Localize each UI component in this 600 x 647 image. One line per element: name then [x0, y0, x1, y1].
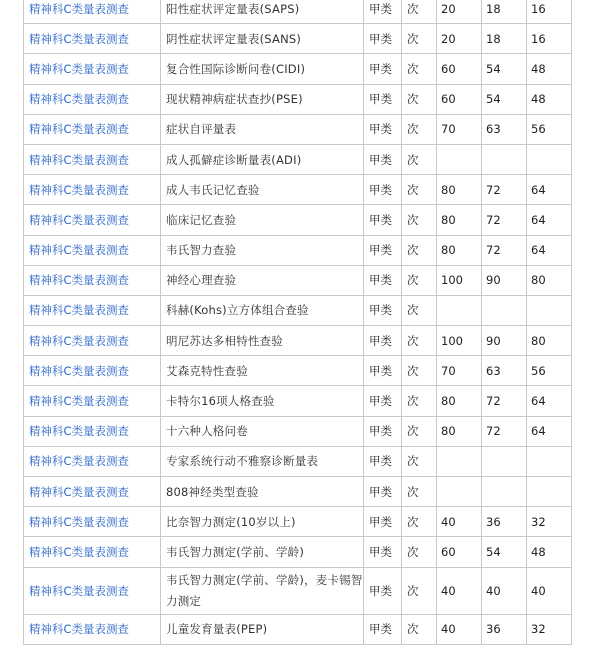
item-type: 甲类 — [364, 24, 402, 54]
item-unit: 次 — [402, 507, 437, 537]
table-row — [24, 537, 572, 567]
price-level-3: 56 — [527, 356, 572, 386]
price-level-2: 54 — [482, 54, 527, 84]
item-unit: 次 — [402, 24, 437, 54]
category-link[interactable]: 精神科C类量表测查 — [24, 416, 161, 446]
table-row — [24, 54, 572, 84]
price-level-3: 64 — [527, 416, 572, 446]
price-level-1: 20 — [437, 24, 482, 54]
price-level-3: 56 — [527, 114, 572, 144]
item-name: 症状自评量表 — [161, 114, 364, 144]
item-unit: 次 — [402, 416, 437, 446]
table-row — [24, 205, 572, 235]
price-level-1: 80 — [437, 416, 482, 446]
price-level-1: 100 — [437, 265, 482, 295]
item-unit: 次 — [402, 537, 437, 567]
item-type: 甲类 — [364, 416, 402, 446]
price-level-1: 60 — [437, 84, 482, 114]
price-level-3: 80 — [527, 265, 572, 295]
price-level-3: 32 — [527, 507, 572, 537]
category-link[interactable]: 精神科C类量表测查 — [24, 386, 161, 416]
item-type: 甲类 — [364, 295, 402, 325]
category-link[interactable]: 精神科C类量表测查 — [24, 326, 161, 356]
price-level-1: 70 — [437, 356, 482, 386]
item-unit: 次 — [402, 477, 437, 507]
price-level-2 — [482, 477, 527, 507]
table-row — [24, 24, 572, 54]
price-level-1 — [437, 446, 482, 476]
category-link[interactable]: 精神科C类量表测查 — [24, 614, 161, 644]
price-level-3: 40 — [527, 567, 572, 614]
price-level-3: 80 — [527, 326, 572, 356]
item-name: 成人孤僻症诊断量表(ADI) — [161, 144, 364, 174]
item-type: 甲类 — [364, 205, 402, 235]
price-level-3 — [527, 144, 572, 174]
price-level-3 — [527, 295, 572, 325]
category-link[interactable]: 精神科C类量表测查 — [24, 114, 161, 144]
price-level-2: 36 — [482, 507, 527, 537]
item-type: 甲类 — [364, 537, 402, 567]
item-name: 成人韦氏记忆查验 — [161, 175, 364, 205]
table-row — [24, 386, 572, 416]
category-link[interactable]: 精神科C类量表测查 — [24, 265, 161, 295]
item-type: 甲类 — [364, 0, 402, 24]
item-unit: 次 — [402, 0, 437, 24]
table-row — [24, 144, 572, 174]
price-level-2: 63 — [482, 356, 527, 386]
item-name: 韦氏智力测定(学前、学龄) — [161, 537, 364, 567]
item-name: 韦氏智力查验 — [161, 235, 364, 265]
price-level-1: 70 — [437, 114, 482, 144]
price-level-2: 72 — [482, 235, 527, 265]
item-type: 甲类 — [364, 114, 402, 144]
price-level-2: 54 — [482, 537, 527, 567]
item-name: 阴性症状评定量表(SANS) — [161, 24, 364, 54]
table-row — [24, 114, 572, 144]
item-name: 复合性国际诊断问卷(CIDI) — [161, 54, 364, 84]
price-level-3: 32 — [527, 614, 572, 644]
category-link[interactable]: 精神科C类量表测查 — [24, 24, 161, 54]
price-level-3: 16 — [527, 0, 572, 24]
category-link[interactable]: 精神科C类量表测查 — [24, 175, 161, 205]
price-level-2: 40 — [482, 567, 527, 614]
item-unit: 次 — [402, 326, 437, 356]
price-level-1: 40 — [437, 567, 482, 614]
item-type: 甲类 — [364, 477, 402, 507]
item-unit: 次 — [402, 386, 437, 416]
item-unit: 次 — [402, 114, 437, 144]
table-row — [24, 446, 572, 476]
category-link[interactable]: 精神科C类量表测查 — [24, 537, 161, 567]
price-level-1: 40 — [437, 614, 482, 644]
item-unit: 次 — [402, 265, 437, 295]
price-level-2: 36 — [482, 614, 527, 644]
category-link[interactable]: 精神科C类量表测查 — [24, 235, 161, 265]
table-row — [24, 567, 572, 614]
category-link[interactable]: 精神科C类量表测查 — [24, 295, 161, 325]
item-unit: 次 — [402, 235, 437, 265]
price-level-3: 64 — [527, 175, 572, 205]
category-link[interactable]: 精神科C类量表测查 — [24, 567, 161, 614]
price-level-3: 64 — [527, 235, 572, 265]
price-level-1: 80 — [437, 175, 482, 205]
item-type: 甲类 — [364, 144, 402, 174]
price-level-1: 80 — [437, 205, 482, 235]
category-link[interactable]: 精神科C类量表测查 — [24, 144, 161, 174]
price-level-2: 72 — [482, 205, 527, 235]
price-level-3 — [527, 446, 572, 476]
price-level-1 — [437, 144, 482, 174]
price-level-2 — [482, 295, 527, 325]
item-name: 十六种人格问卷 — [161, 416, 364, 446]
item-unit: 次 — [402, 446, 437, 476]
item-unit: 次 — [402, 84, 437, 114]
item-type: 甲类 — [364, 326, 402, 356]
category-link[interactable]: 精神科C类量表测查 — [24, 0, 161, 24]
item-unit: 次 — [402, 205, 437, 235]
item-name: 专家系统行动不雅察诊断量表 — [161, 446, 364, 476]
price-level-1: 20 — [437, 0, 482, 24]
price-level-3: 64 — [527, 205, 572, 235]
price-level-3: 48 — [527, 537, 572, 567]
price-level-1: 40 — [437, 507, 482, 537]
table-row — [24, 477, 572, 507]
price-level-3: 64 — [527, 386, 572, 416]
item-name: 明尼苏达多相特性查验 — [161, 326, 364, 356]
price-level-2: 72 — [482, 416, 527, 446]
price-level-3 — [527, 477, 572, 507]
price-level-2: 90 — [482, 326, 527, 356]
table-row — [24, 614, 572, 644]
item-type: 甲类 — [364, 54, 402, 84]
table-body — [24, 0, 572, 644]
price-level-1: 100 — [437, 326, 482, 356]
item-name: 临床记忆查验 — [161, 205, 364, 235]
item-type: 甲类 — [364, 356, 402, 386]
item-name: 卡特尔16项人格查验 — [161, 386, 364, 416]
category-link[interactable]: 精神科C类量表测查 — [24, 477, 161, 507]
price-level-1 — [437, 295, 482, 325]
price-level-3: 48 — [527, 54, 572, 84]
item-name: 韦氏智力测定(学前、学龄)，麦卡锡智力测定 — [161, 567, 364, 614]
price-level-2: 18 — [482, 0, 527, 24]
item-name: 神经心理查验 — [161, 265, 364, 295]
table-row — [24, 295, 572, 325]
table-row — [24, 265, 572, 295]
price-level-2: 54 — [482, 84, 527, 114]
item-unit: 次 — [402, 175, 437, 205]
table-row — [24, 84, 572, 114]
category-link[interactable]: 精神科C类量表测查 — [24, 446, 161, 476]
item-unit: 次 — [402, 614, 437, 644]
price-level-1: 60 — [437, 54, 482, 84]
price-level-2: 72 — [482, 175, 527, 205]
table-row — [24, 235, 572, 265]
item-type: 甲类 — [364, 84, 402, 114]
item-unit: 次 — [402, 567, 437, 614]
item-name: 阳性症状评定量表(SAPS) — [161, 0, 364, 24]
item-unit: 次 — [402, 54, 437, 84]
price-level-3: 16 — [527, 24, 572, 54]
category-link[interactable]: 精神科C类量表测查 — [24, 54, 161, 84]
category-link[interactable]: 精神科C类量表测查 — [24, 507, 161, 537]
price-level-2: 18 — [482, 24, 527, 54]
item-name: 科赫(Kohs)立方体组合查验 — [161, 295, 364, 325]
category-link[interactable]: 精神科C类量表测查 — [24, 356, 161, 386]
table-row — [24, 0, 572, 24]
table-row — [24, 356, 572, 386]
price-level-2: 63 — [482, 114, 527, 144]
item-type: 甲类 — [364, 507, 402, 537]
price-level-1: 60 — [437, 537, 482, 567]
category-link[interactable]: 精神科C类量表测查 — [24, 205, 161, 235]
price-level-2 — [482, 144, 527, 174]
item-type: 甲类 — [364, 175, 402, 205]
price-level-1: 80 — [437, 235, 482, 265]
price-level-2: 72 — [482, 386, 527, 416]
item-type: 甲类 — [364, 614, 402, 644]
item-unit: 次 — [402, 295, 437, 325]
price-level-3: 48 — [527, 84, 572, 114]
item-name: 现状精神病症状查抄(PSE) — [161, 84, 364, 114]
price-level-1 — [437, 477, 482, 507]
item-name: 比奈智力测定(10岁以上) — [161, 507, 364, 537]
item-name: 艾森克特性查验 — [161, 356, 364, 386]
item-name: 808神经类型查验 — [161, 477, 364, 507]
item-type: 甲类 — [364, 265, 402, 295]
item-type: 甲类 — [364, 386, 402, 416]
item-unit: 次 — [402, 356, 437, 386]
table-row — [24, 416, 572, 446]
fee-schedule-table — [23, 0, 572, 645]
item-name: 儿童发育量表(PEP) — [161, 614, 364, 644]
category-link[interactable]: 精神科C类量表测查 — [24, 84, 161, 114]
item-type: 甲类 — [364, 567, 402, 614]
item-type: 甲类 — [364, 235, 402, 265]
item-unit: 次 — [402, 144, 437, 174]
table-row — [24, 507, 572, 537]
price-level-1: 80 — [437, 386, 482, 416]
price-level-2 — [482, 446, 527, 476]
price-level-2: 90 — [482, 265, 527, 295]
item-type: 甲类 — [364, 446, 402, 476]
fee-table-container — [23, 0, 571, 645]
table-row — [24, 175, 572, 205]
table-row — [24, 326, 572, 356]
